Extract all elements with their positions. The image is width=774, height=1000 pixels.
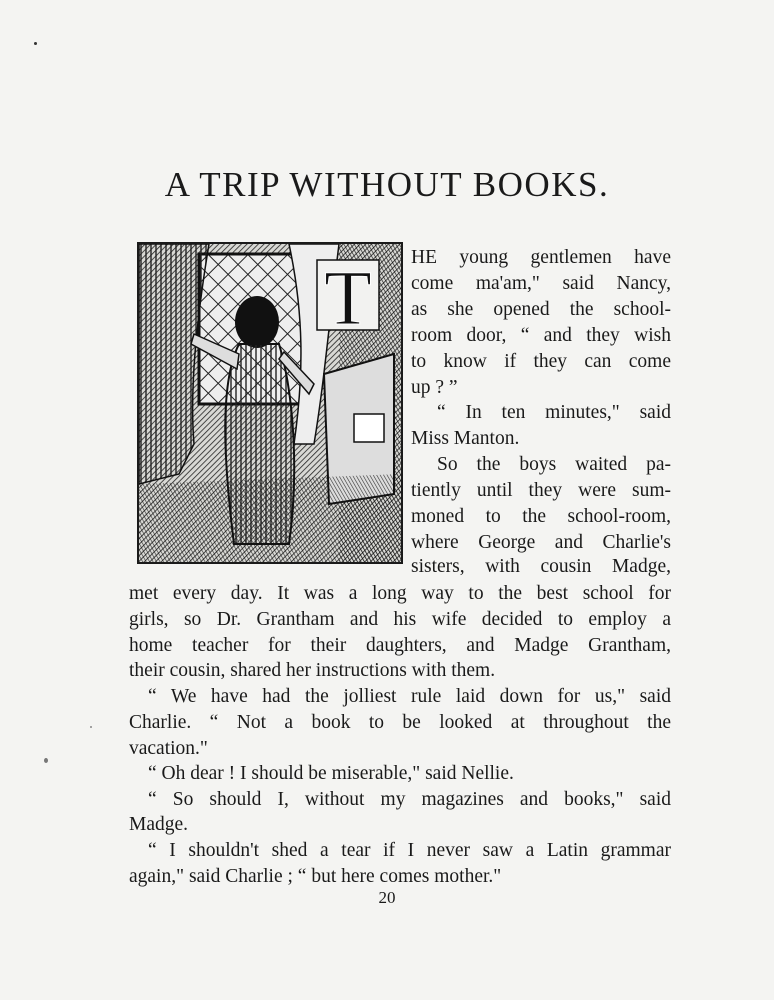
scan-speck	[90, 726, 92, 728]
text-line-7: “ In ten minutes," said	[437, 402, 671, 423]
page-number: 20	[378, 888, 396, 907]
text-line-10: tiently until they were sum-	[411, 480, 671, 501]
text-line-2: come ma'am," said Nancy,	[411, 273, 671, 294]
chapter-title: A TRIP WITHOUT BOOKS.	[164, 165, 610, 204]
scan-speck	[44, 758, 48, 763]
text-line-15: girls, so Dr. Grantham and his wife decided to employ a	[129, 609, 671, 630]
text-line-9: So the boys waited pa-	[437, 454, 671, 475]
text-line-1: HE young gentlemen have	[411, 247, 671, 268]
text-line-12: where George and Charlie's	[411, 532, 671, 553]
text-line-4: room door, “ and they wish	[411, 325, 671, 346]
text-line-16: home teacher for their daughters, and Madge Grantham,	[129, 635, 671, 656]
text-line-22: “ So should I, without my magazines and books," said	[148, 789, 671, 810]
text-line-8: Miss Manton.	[411, 428, 520, 449]
text-line-19: Charlie. “ Not a book to be looked at throughout the	[129, 712, 671, 733]
text-line-20: vacation."	[129, 738, 208, 759]
text-line-17: their cousin, shared her instructions with them.	[129, 660, 496, 681]
text-line-21: “ Oh dear ! I should be miserable," said Nellie.	[148, 763, 514, 784]
text-line-11: moned to the school-room,	[411, 506, 671, 527]
scan-speck	[34, 42, 37, 45]
text-line-14: met every day. It was a long way to the best school for	[129, 583, 671, 604]
text-line-13: sisters, with cousin Madge,	[411, 556, 671, 577]
text-line-24: “ I shouldn't shed a tear if I never saw a Latin grammar	[148, 840, 671, 861]
drop-cap-letter: T	[324, 254, 372, 341]
text-line-23: Madge.	[129, 814, 189, 835]
engraving-girl-at-window-icon	[139, 244, 401, 562]
text-line-25: again," said Charlie ; “ but here comes mother."	[129, 866, 502, 887]
text-line-18: “ We have had the jolliest rule laid down for us," said	[148, 686, 671, 707]
illustration-girl-at-window	[137, 242, 403, 564]
text-line-5: to know if they can come	[411, 351, 671, 372]
text-line-3: as she opened the school-	[411, 299, 671, 320]
text-line-6: up ? ”	[411, 377, 458, 398]
